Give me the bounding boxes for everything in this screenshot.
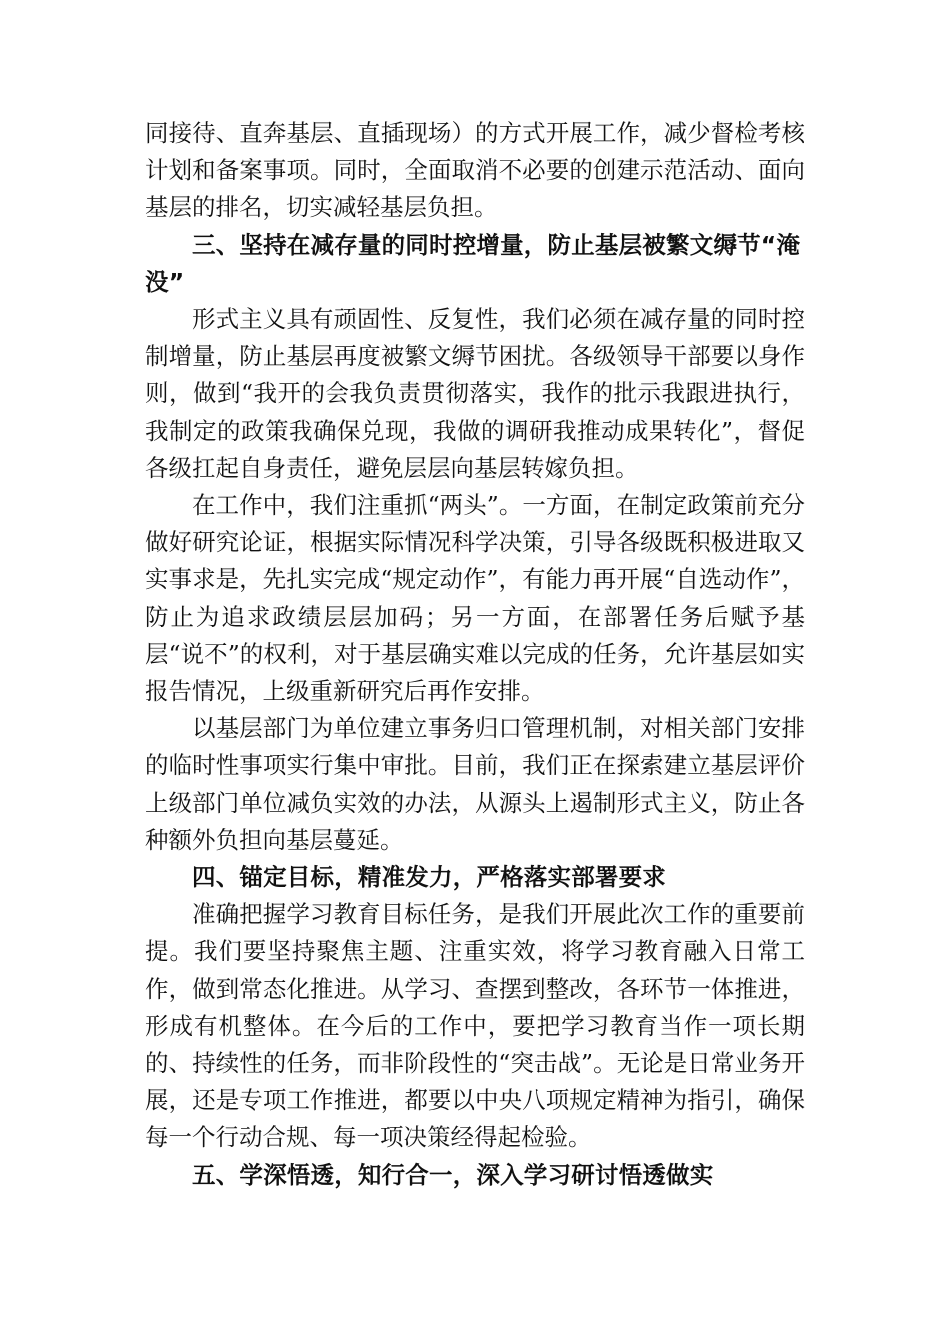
paragraph-5: 准确把握学习教育目标任务，是我们开展此次工作的重要前提。我们要坚持聚焦主题、注重实效，将学习教育融入日常工作，做到常态化推进。从学习、查摆到整改，各环节一体推进，形成有机整体。在今后的工作中，要把学习教育当作一项长期的、持续性的任务，而非阶段性的“突击战”。无论是日常业务开展，还是专项工作推进，都要以中央八项规定精神为指引，确保每一个行动合规、每一项决策经得起检验。 xyxy=(145,900,805,1152)
paragraph-3: 在工作中，我们注重抓“两头”。一方面，在制定政策前充分做好研究论证，根据实际情况科学决策，引导各级既积极进取又实事求是，先扎实完成“规定动作”，有能力再开展“自选动作”，防止为追求政绩层层加码；另一方面，在部署任务后赋予基层“说不”的权利，对于基层确实难以完成的任务，允许基层如实报告情况，上级重新研究后再作安排。 xyxy=(145,491,805,706)
paragraph-1: 同接待、直奔基层、直插现场）的方式开展工作，减少督检考核计划和备案事项。同时，全面取消不必要的创建示范活动、面向基层的排名，切实减轻基层负担。 xyxy=(145,119,805,222)
heading-section-5: 五、学深悟透，知行合一，深入学习研讨悟透做实 xyxy=(192,1160,714,1189)
paragraph-2: 形式主义具有顽固性、反复性，我们必须在减存量的同时控制增量，防止基层再度被繁文缛节困扰。各级领导干部要以身作则，做到“我开的会我负责贯彻落实，我作的批示我跟进执行，我制定的政策我确保兑现，我做的调研我推动成果转化”，督促各级扛起自身责任，避免层层向基层转嫁负担。 xyxy=(145,305,805,482)
heading-section-4: 四、锚定目标，精准发力，严格落实部署要求 xyxy=(192,863,666,892)
paragraph-4: 以基层部门为单位建立事务归口管理机制，对相关部门安排的临时性事项实行集中审批。目前，我们正在探索建立基层评价上级部门单位减负实效的办法，从源头上遏制形式主义，防止各种额外负担向基层蔓延。 xyxy=(145,714,805,854)
document-page xyxy=(145,115,805,1194)
heading-section-3: 三、坚持在减存量的同时控增量，防止基层被繁文缛节“淹没” xyxy=(145,230,801,296)
